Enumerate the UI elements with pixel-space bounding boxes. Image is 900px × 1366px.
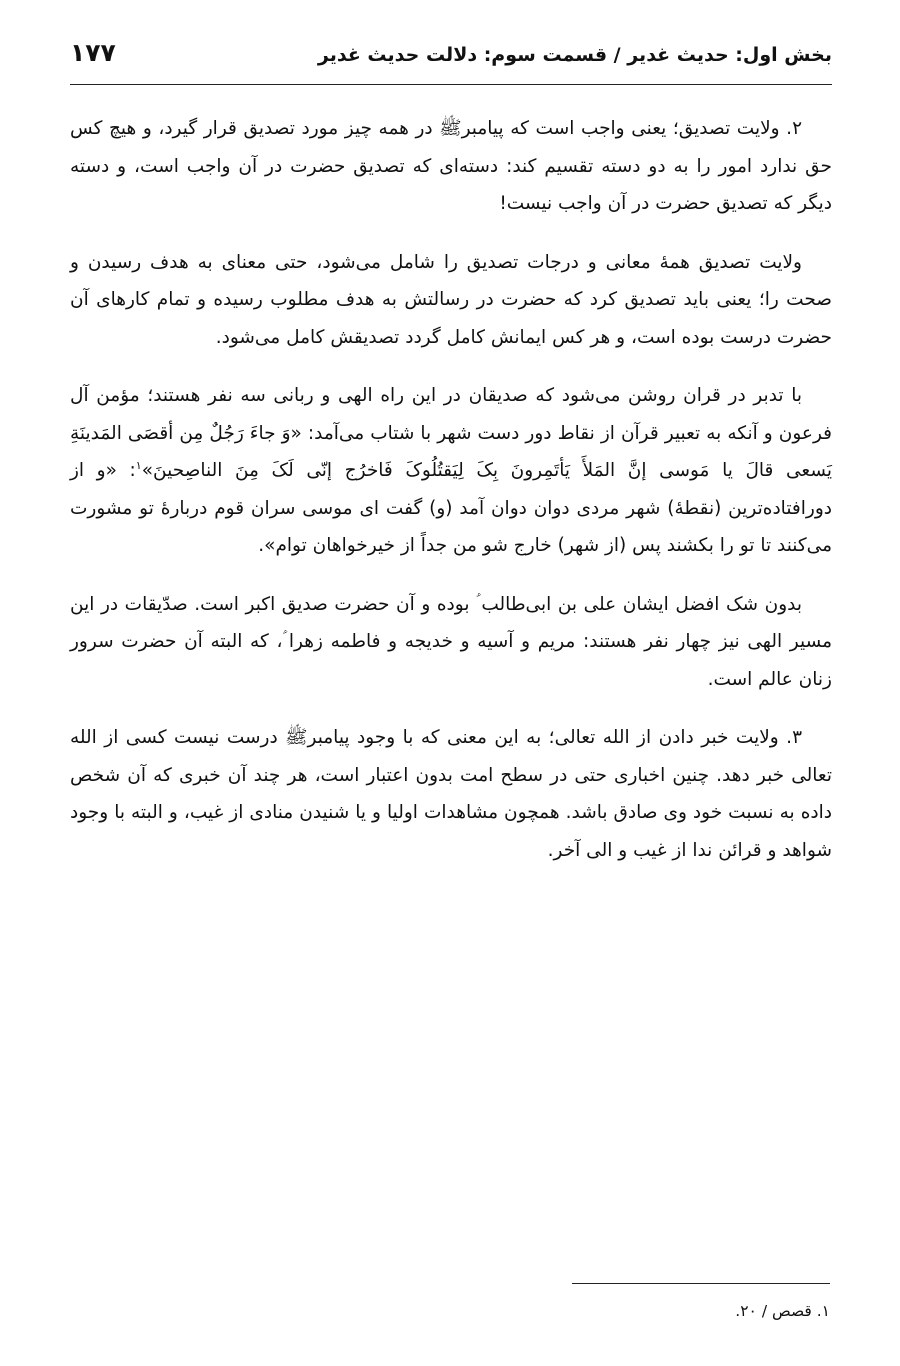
quran-paragraph (70, 377, 832, 565)
header-divider (70, 84, 832, 85)
quran-verse: وَ جاءَ رَجُلٌ مِن أقصَی المَدینَةِ یَسعی قالَ یا مَوسی إنَّ المَلأَ یَأتَمِرونَ بِکَ لِیَقتُلُوکَ فَاخرُج إنّی لَکَ مِنَ الناصِحینَ (70, 422, 832, 481)
footnote-divider (572, 1283, 830, 1284)
footnote: ۱. قصص / ۲۰. (735, 1302, 830, 1320)
paragraph: ولایت تصدیق همهٔ معانی و درجات تصدیق را شامل می‌شود، حتی معنای به هدف رسیدن و صحت را؛ یعنی باید تصدیق کرد که حضرت در رسالتش به هدف مطلوب رسیده و تمام کارهای آن حضرت درست بوده است، و هر کس ایمانش کامل گردد تصدیقش کامل می‌شود. (70, 251, 832, 348)
running-head: بخش اول: حدیث غدیر / قسمت سوم: دلالت حدیث غدیر (317, 44, 832, 66)
quote-close: » (141, 460, 154, 481)
quran-intro: با تدبر در قران روشن می‌شود که صدیقان در این راه الهی و ربانی سه نفر هستند؛ مؤمن آل فرعون و آنکه به تعبیر قرآن از نقاط دور دست شهر با شتاب می‌آمد: « (70, 385, 832, 444)
footnote-reference: ۱ (135, 458, 142, 472)
paragraph: بدون شک افضل ایشان علی بن ابی‌طالب ؑ بوده و آن حضرت صدیق اکبر است. صدّیقات در این مسیر الهی نیز چهار نفر هستند: مریم و آسیه و خدیجه و فاطمه زهرا ؑ، که البته آن حضرت سرور زنان عالم است. (70, 593, 832, 690)
body-text (70, 110, 832, 890)
page-header (70, 34, 832, 82)
paragraph: ۳. ولایت خبر دادن از الله تعالی؛ به این معنی که با وجود پیامبرﷺ درست نیست کسی از الله تعالی خبر دهد. چنین اخباری حتی در سطح امت بدون اعتبار است، هر چند آن خبری که آن شخص داده به نسبت خود وی صادق باشد. همچون مشاهدات اولیا و یا شنیدن منادی از غیب، و البته با وجود شواهد و قرائن ندا از غیب و الی آخر. (70, 727, 832, 861)
page-number: ۱۷۷ (70, 38, 116, 67)
verse-translation: : «و از دورافتاده‌ترین (نقطهٔ) شهر مردی دوان دوان آمد (و) گفت ای موسی سران قوم دربارهٔ تو مشورت می‌کنند تا تو را بکشند پس (از شهر) خارج شو من جداً از خیرخواهان توام». (70, 460, 832, 556)
paragraph: ۲. ولایت تصدیق؛ یعنی واجب است که پیامبرﷺ در همه چیز مورد تصدیق قرار گیرد، و هیچ کس حق ندارد امور را به دو دسته تقسیم کند: دسته‌ای که تصدیق حضرت در آن واجب است، و دسته دیگر که تصدیق حضرت در آن واجب نیست! (70, 118, 832, 214)
